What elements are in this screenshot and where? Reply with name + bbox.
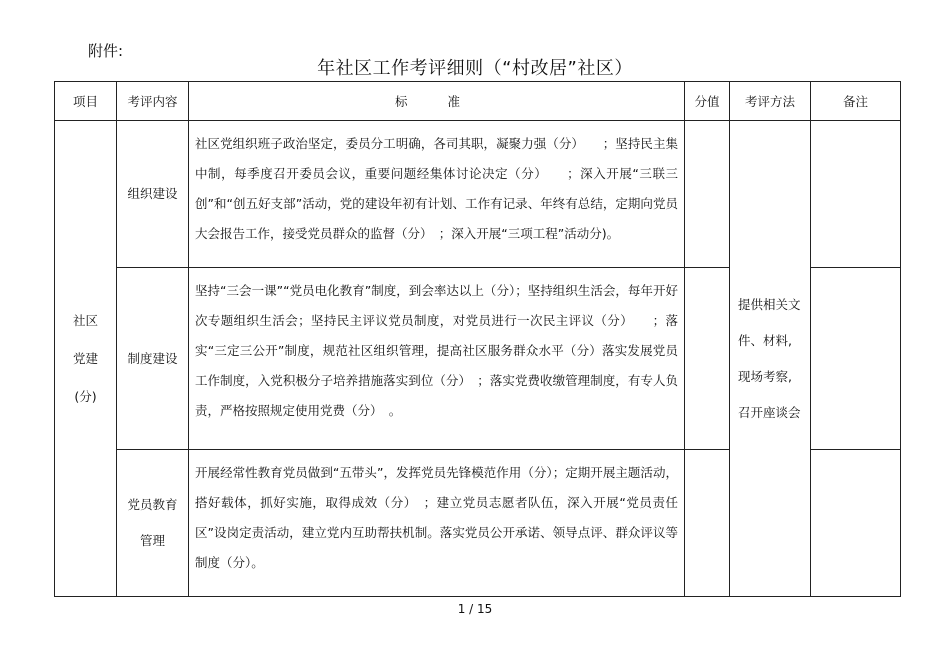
content-line: 管理 [139,533,165,548]
standard-cell: 社区党组织班子政治坚定，委员分工明确，各司其职，凝聚力强（分） ；坚持民主集中制，每季度召开委员会议，重要问题经集体讨论决定（分） ；深入开展“三联三创”和“创五好支部”活动，党的建设年初有计划、工作有记录、年终有总结，定期向党员大会报告工作，接受党员群众的监督（分） ；深入开展“三项工程”活动分)。 [189,121,685,268]
header-standard: 标 准 [189,82,685,121]
item-cell [55,121,117,597]
header-item: 项目 [55,82,117,121]
score-cell [685,121,730,268]
table-header-row [55,82,901,121]
header-content: 考评内容 [117,82,189,121]
method-line: 现场考察, [738,368,792,384]
method-line: 件、材料, [738,332,792,348]
method-line: 召开座谈会 [738,404,801,420]
standard-cell: 坚持“三会一课”“党员电化教育”制度，到会率达以上（分）；坚持组织生活会，每年开好次专题组织生活会；坚持民主评议党员制度，对党员进行一次民主评议（分） ；落实“三定三公开”制度，规范社区组织管理，提高社区服务群众水平（分）落实发展党员工作制度，入党积极分子培养措施落实到位（分） ；落实党费收缴管理制度，有专人负责，严格按照规定使用党费（分） 。 [189,268,685,450]
table-row [55,121,901,268]
note-cell [811,268,901,450]
content-line: 党员教育 [127,497,178,512]
content-cell [117,268,189,450]
content-line: 组织建设 [127,186,178,201]
method-cell [730,121,811,597]
score-cell [685,268,730,450]
item-line: 党建 [72,350,98,366]
content-line: 制度建设 [127,350,178,366]
evaluation-table [54,81,901,597]
method-line: 提供相关文 [738,296,801,312]
item-line: 社区 [72,312,98,328]
attachment-label: 附件: [88,42,124,60]
note-cell [811,450,901,597]
page-number: 1 / 15 [457,602,493,616]
header-score: 分值 [685,82,730,121]
header-note: 备注 [811,82,901,121]
content-cell [117,121,189,268]
document-title: 年社区工作考评细则（“村改居”社区） [317,58,633,79]
header-method: 考评方法 [730,82,811,121]
score-cell [685,450,730,597]
content-cell [117,450,189,597]
standard-cell: 开展经常性教育党员做到“五带头”，发挥党员先锋模范作用（分）；定期开展主题活动，搭好载体，抓好实施，取得成效（分） ；建立党员志愿者队伍，深入开展“党员责任区”设岗定责活动，建立党内互助帮扶机制。落实党员公开承诺、领导点评、群众评议等制度（分）。 [189,450,685,597]
item-line: (分) [74,388,97,404]
note-cell [811,121,901,268]
